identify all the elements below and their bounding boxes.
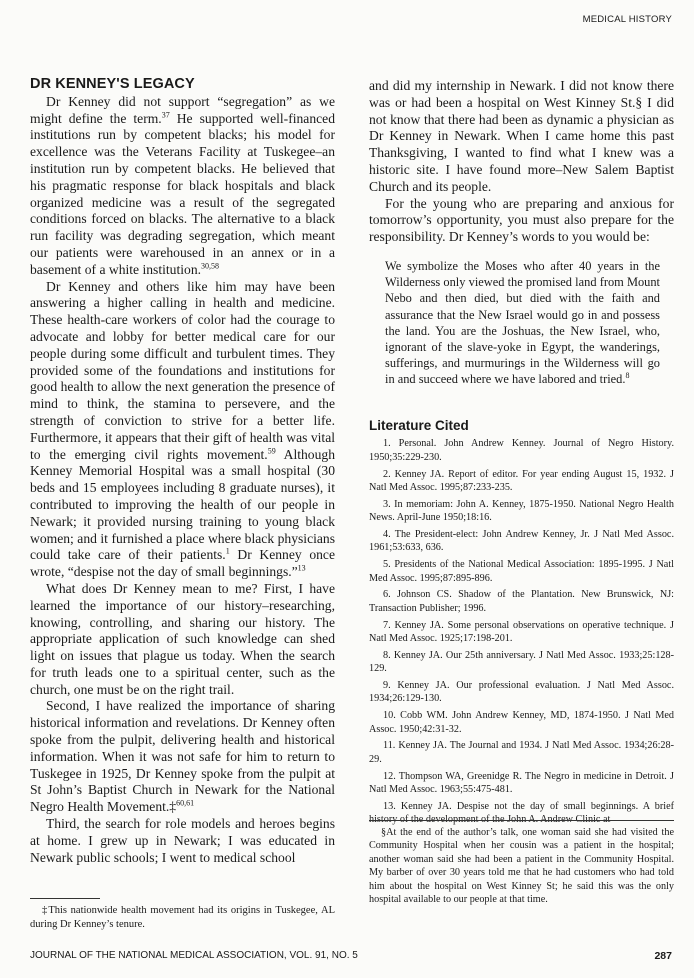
reference-list — [369, 437, 674, 826]
paragraph: For the young who are preparing and anxious for tomorrow’s opportunity, you must also prepare for the responsibility. Dr Kenney’s words to you would be: — [369, 195, 674, 245]
reference-item: 13. Kenney JA. Despise not the day of small beginnings. A brief history of the development of the John A. Andrew Clinic at — [369, 800, 674, 826]
reference-item: 12. Thompson WA, Greenidge R. The Negro in medicine in Detroit. J Natl Med Assoc. 1963;55:475-481. — [369, 770, 674, 796]
paragraph: Dr Kenney did not support “segregation” as we might define the term.$^{37}$ He supported well-financed institutions run by competent blacks; his model for excellence was the Veterans Facility at Tuskegee–an institution run by competent blacks. He believed that his pragmatic response for black hospitals and black organized medicine was a result of the segregated conditions forced on blacks. The alternative to a black run facility was degrading segregation, which meant our patients were warehoused in an annex or in a basement of a white institution.$^{30,58}$ — [30, 93, 335, 277]
references-heading: Literature Cited — [369, 417, 469, 433]
journal-footer: JOURNAL OF THE NATIONAL MEDICAL ASSOCIATION, VOL. 91, NO. 5 — [30, 950, 358, 961]
reference-item: 5. Presidents of the National Medical Association: 1895-1995. J Natl Med Assoc. 1995;87:895-896. — [369, 559, 674, 584]
reference-item: 1. Personal. John Andrew Kenney. Journal of Negro History. 1950;35:229-230. — [369, 438, 674, 463]
reference-item: 8. Kenney JA. Our 25th anniversary. J Natl Med Assoc. 1933;25:128-129. — [369, 649, 674, 675]
footnote-rule — [369, 820, 674, 821]
reference-item: 11. Kenney JA. The Journal and 1934. J Natl Med Assoc. 1934;26:28-29. — [369, 740, 674, 765]
paragraph: Third, the search for role models and heroes begins at home. I grew up in Newark; I was educated in Newark public schools; I went to medical school — [30, 816, 335, 865]
paragraph: Dr Kenney and others like him may have been answering a higher calling in health and medicine. These health-care workers of color had the courage to advocate and lobby for better medical care for our people during some difficult and turbulent times. They provided some of the foundations and institutions for good health to allow the next generation the presence of mind to think, the stamina to persevere, and the strength of conviction to strive for a better life. Furthermore, it appears that their gift of health was vital to the emerging civil rights movement.$^{59}$ Although Kenney Memorial Hospital was a small hospital (30 beds and 15 employees including 8 graduate nurses), it contributed to improving the health of our people in Newark; it provided nursing training to young black women; and it furnished a place where black physicians could take care of their patients.$^1$ Dr Kenney once wrote, “despise not the day of small beginnings.”$^{13}$ — [30, 278, 336, 580]
footnote: ‡This nationwide health movement had its origins in Tuskegee, AL during Dr Kenney’s tenure. — [30, 905, 335, 930]
running-head: MEDICAL HISTORY — [582, 14, 672, 25]
paragraph: Second, I have realized the importance of sharing historical information and revelations. Dr Kenney often spoke from the pulpit, delivering health and historical information. When it was not safe for him to return to Tuskegee in 1925, Dr Kenney spoke from the pulpit at St John’s Baptist Church in Newark for the National Negro Health Movement.‡$^{60,61}$ — [30, 698, 335, 815]
reference-item: 2. Kenney JA. Report of editor. For year ending August 15, 1932. J Natl Med Assoc. 1995;87:233-235. — [369, 468, 674, 493]
reference-item: 3. In memoriam: John A. Kenney, 1875-1950. National Negro Health News. April-June 1950;18:16. — [369, 498, 674, 524]
left-column — [30, 76, 335, 866]
paragraph: and did my internship in Newark. I did not know there was or had been a hospital on West Kinney St.§ I did not know that there had been as dynamic a physician as Dr Kenney in Newark. When I came home this past Thanksgiving, I wanted to find what I knew was a historic site. I have found more–New Salem Baptist Church and its people. — [369, 78, 674, 194]
page-number: 287 — [654, 950, 672, 962]
block-quote: We symbolize the Moses who after 40 years in the Wilderness only viewed the promised land from Mount Nebo and then died, but died with the faith and assurance that the New Israel would go in and possess the land. You are the Joshuas, the New Israel, who, ignorant of the slave-yoke in Egypt, the wanderings, sufferings, and murmurings in the Wilderness will go in and succeed where we have labored and tried.$^8$ — [385, 258, 660, 387]
reference-item: 6. Johnson CS. Shadow of the Plantation. New Brunswick, NJ: Transaction Publisher; 1996. — [369, 589, 674, 614]
reference-item: 10. Cobb WM. John Andrew Kenney, MD, 1874-1950. J Natl Med Assoc. 1950;42:31-32. — [369, 710, 674, 735]
paragraph: What does Dr Kenney mean to me? First, I have learned the importance of our history–researching, knowing, controlling, and sharing our history. The appropriate application of such knowledge can shed light on issues that plague us today. When the search for truth leads one to a spiritual center, such as the church, one must be on the right trail. — [30, 580, 335, 697]
references — [369, 418, 674, 827]
reference-item: 9. Kenney JA. Our professional evaluation. J Natl Med Assoc. 1934;26:129-130. — [369, 680, 674, 705]
footnote: §At the end of the author’s talk, one woman said she had visited the Community Hospital when her cousin was a patient in the hospital; another woman said she had been a patient in the Community Hospital. My barber of over 30 years told me that he had customers who had told him about the hospital on West Kinney St; he said this was the only hospital available to our people at that time. — [369, 827, 674, 906]
reference-item: 7. Kenney JA. Some personal observations on operative technique. J Natl Med Assoc. 1925;17:198-201. — [369, 619, 674, 645]
section-heading: DR KENNEY'S LEGACY — [30, 76, 195, 92]
footnote-rule — [30, 898, 100, 899]
right-column — [369, 78, 674, 830]
reference-item: 4. The President-elect: John Andrew Kenney, Jr. J Natl Med Assoc. 1961;53:633, 636. — [369, 529, 674, 554]
